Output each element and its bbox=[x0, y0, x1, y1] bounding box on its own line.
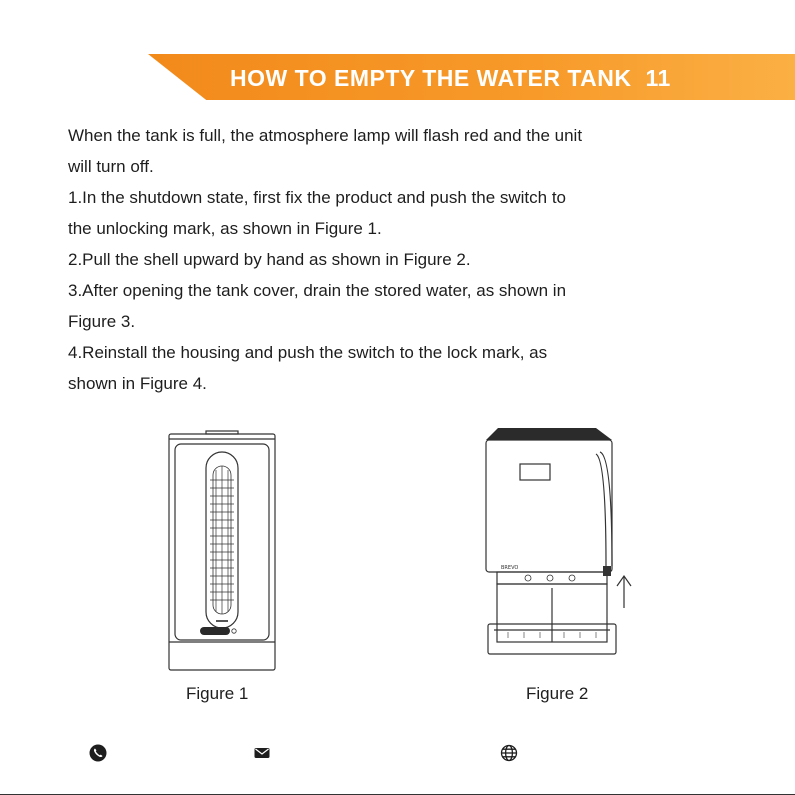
title-text: HOW TO EMPTY THE WATER TANK bbox=[230, 65, 632, 91]
mail-icon bbox=[253, 744, 271, 762]
instruction-step-3: 3.After opening the tank cover, drain the stored water, as shown in bbox=[68, 281, 567, 300]
instruction-line: Figure 3. bbox=[68, 312, 136, 331]
brand-logo: BREVO bbox=[501, 565, 519, 571]
instruction-line: shown in Figure 4. bbox=[68, 374, 207, 393]
figure-1-caption: Figure 1 bbox=[186, 684, 249, 703]
instruction-line: When the tank is full, the atmosphere lamp will flash red and the unit bbox=[68, 126, 583, 145]
page-title bbox=[230, 60, 671, 96]
instruction-step-4: 4.Reinstall the housing and push the switch to the lock mark, as bbox=[68, 343, 548, 362]
instruction-step-1: 1.In the shutdown state, first fix the product and push the switch to bbox=[68, 188, 567, 207]
figure-2-illustration bbox=[484, 426, 644, 664]
figure-2-caption: Figure 2 bbox=[526, 684, 589, 703]
instruction-line: the unlocking mark, as shown in Figure 1. bbox=[68, 219, 382, 238]
instruction-step-2: 2.Pull the shell upward by hand as shown in Figure 2. bbox=[68, 250, 471, 269]
globe-icon bbox=[500, 744, 518, 762]
phone-icon bbox=[89, 744, 107, 762]
figure-1-illustration bbox=[168, 430, 276, 672]
instruction-line: will turn off. bbox=[68, 157, 154, 176]
instructions-text bbox=[68, 120, 748, 399]
page-number: 11 bbox=[645, 65, 671, 91]
